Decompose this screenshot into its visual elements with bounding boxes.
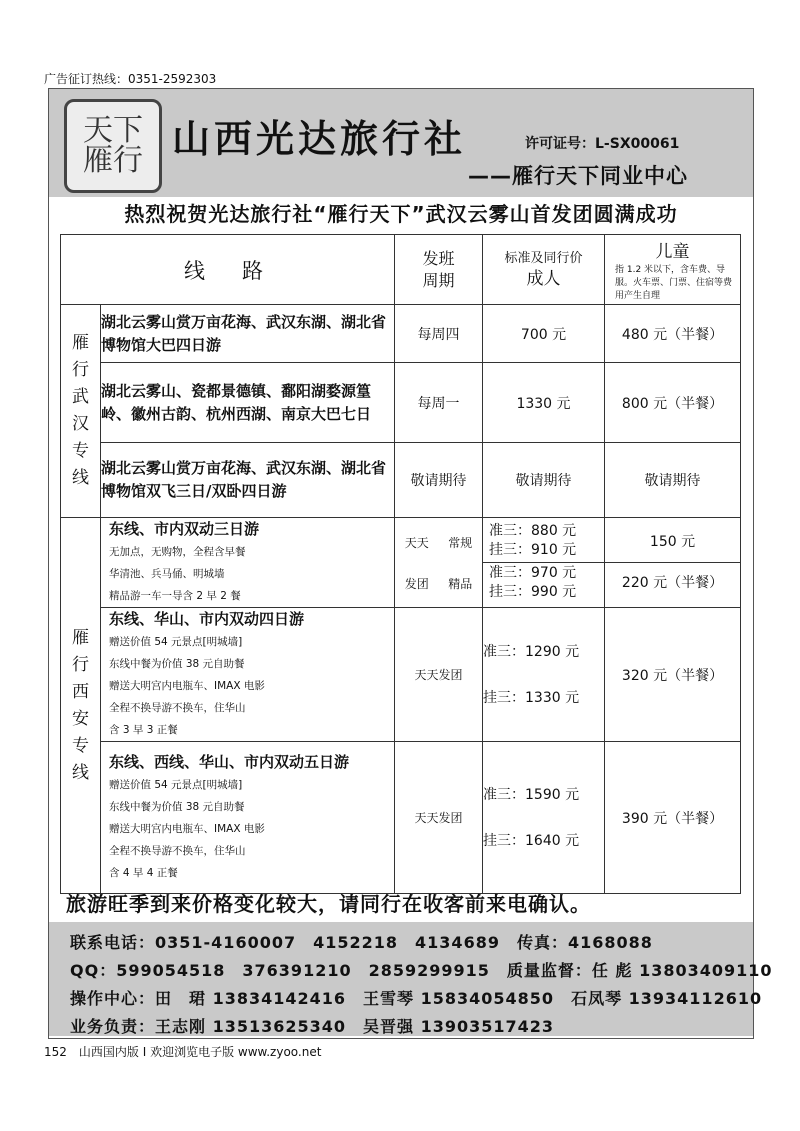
schedule: 发团 <box>404 576 429 591</box>
agency-slogan: ——雁行天下同业中心 <box>468 164 688 188</box>
contact-operations: 操作中心：田 珺 13834142416 王雪琴 15834054850 石凤琴 13934112610 <box>70 989 763 1008</box>
ad-hotline: 广告征订热线：0351-2592303 <box>44 72 217 86</box>
child-note: 指 1.2 米以下，含车费、导服。火车票、门票、住宿等费用产生自理 <box>615 264 733 301</box>
adult-price: 1330 元 <box>483 363 605 443</box>
route-name: 东线、华山、市内双动四日游 <box>109 610 305 628</box>
price-table <box>60 234 741 894</box>
route-name: 湖北云雾山赏万亩花海、武汉东湖、湖北省博物馆双飞三日/双卧四日游 <box>101 443 395 518</box>
schedule: 每周一 <box>395 363 483 443</box>
child-price: 320 元（半餐） <box>605 608 741 742</box>
route-detail <box>101 518 395 608</box>
header-route: 线 路 <box>61 235 395 305</box>
page-footer: 152 山西国内版 Ι 欢迎浏览电子版 www.zyoo.net <box>44 1045 322 1059</box>
contact-business: 业务负责：王志刚 13513625340 吴晋强 13903517423 <box>70 1017 555 1036</box>
schedule-split <box>395 518 483 608</box>
child-price: 敬请期待 <box>605 443 741 518</box>
route-note: 华清池、兵马俑、明城墙 <box>109 568 225 580</box>
schedule: 天天发团 <box>395 742 483 894</box>
schedule: 敬请期待 <box>395 443 483 518</box>
table-row <box>61 608 741 742</box>
route-note: 无加点，无购物，全程含早餐 <box>109 546 246 558</box>
schedule: 天天 <box>404 535 429 550</box>
license-number: 许可证号：L-SX00061 <box>525 136 680 152</box>
contact-qq: QQ：599054518 376391210 2859299915 质量监督：任 彪 13803409110 <box>70 961 773 980</box>
price-warning: 旅游旺季到来价格变化较大，请同行在收客前来电确认。 <box>66 892 591 916</box>
side-label-xian: 雁 行 西 安 专 线 <box>61 518 101 894</box>
child-price: 220 元（半餐） <box>621 574 724 591</box>
agency-name: 山西光达旅行社 <box>172 117 467 161</box>
table-row <box>61 742 741 894</box>
tour-type: 常规 <box>448 535 473 550</box>
schedule: 每周四 <box>395 305 483 363</box>
header-child: 儿童 指 1.2 米以下，含车费、导服。火车票、门票、住宿等费用产生自理 <box>605 235 741 305</box>
table-header-row <box>61 235 741 305</box>
child-price: 480 元（半餐） <box>605 305 741 363</box>
route-note: 精品游一车一导含 2 早 2 餐 <box>109 590 241 602</box>
route-detail: 东线、华山、市内双动四日游 赠送价值 54 元景点[明城墙] 东线中餐为价值 38 元自助餐 赠送大明宫内电瓶车、IMAX 电影 全程不换导游不换车，住华山 含 3 早 3 正餐 <box>101 608 395 742</box>
adult-price: 准三：1290 元 挂三：1330 元 <box>483 608 605 742</box>
route-name: 湖北云雾山赏万亩花海、武汉东湖、湖北省博物馆大巴四日游 <box>101 305 395 363</box>
header-schedule: 发班 周期 <box>395 235 483 305</box>
agency-logo <box>64 99 162 193</box>
headline-banner: 热烈祝贺光达旅行社“雁行天下”武汉云雾山首发团圆满成功 <box>124 202 678 226</box>
route-name: 东线、西线、华山、市内双动五日游 <box>109 753 350 771</box>
table-row <box>61 518 741 608</box>
adult-price: 敬请期待 <box>483 443 605 518</box>
table-row <box>61 443 741 518</box>
schedule: 天天发团 <box>395 608 483 742</box>
adult-price: 准三：1590 元 挂三：1640 元 <box>483 742 605 894</box>
table-row <box>61 363 741 443</box>
contact-phone: 联系电话：0351-4160007 4152218 4134689 传真：4168088 <box>70 933 653 952</box>
route-name: 东线、市内双动三日游 <box>109 520 260 538</box>
child-price: 390 元（半餐） <box>605 742 741 894</box>
child-price-split <box>605 518 741 608</box>
logo-text: 天下雁行 <box>83 113 143 178</box>
adult-price: 700 元 <box>483 305 605 363</box>
child-price: 800 元（半餐） <box>605 363 741 443</box>
route-name: 湖北云雾山、瓷都景德镇、鄱阳湖婺源篁岭、徽州古韵、杭州西湖、南京大巴七日 <box>101 363 395 443</box>
adult-price-split: 准三：880 元 挂三：910 元 准三：970 元 挂三：990 元 <box>483 518 605 608</box>
route-detail: 东线、西线、华山、市内双动五日游 赠送价值 54 元景点[明城墙] 东线中餐为价值 38 元自助餐 赠送大明宫内电瓶车、IMAX 电影 全程不换导游不换车，住华山 含 4 早 4 正餐 <box>101 742 395 894</box>
child-price: 150 元 <box>605 522 740 563</box>
table-row <box>61 305 741 363</box>
header-price: 标准及同行价 成人 <box>483 235 605 305</box>
tour-type: 精品 <box>448 576 473 591</box>
side-label-wuhan: 雁 行 武 汉 专 线 <box>61 305 101 518</box>
